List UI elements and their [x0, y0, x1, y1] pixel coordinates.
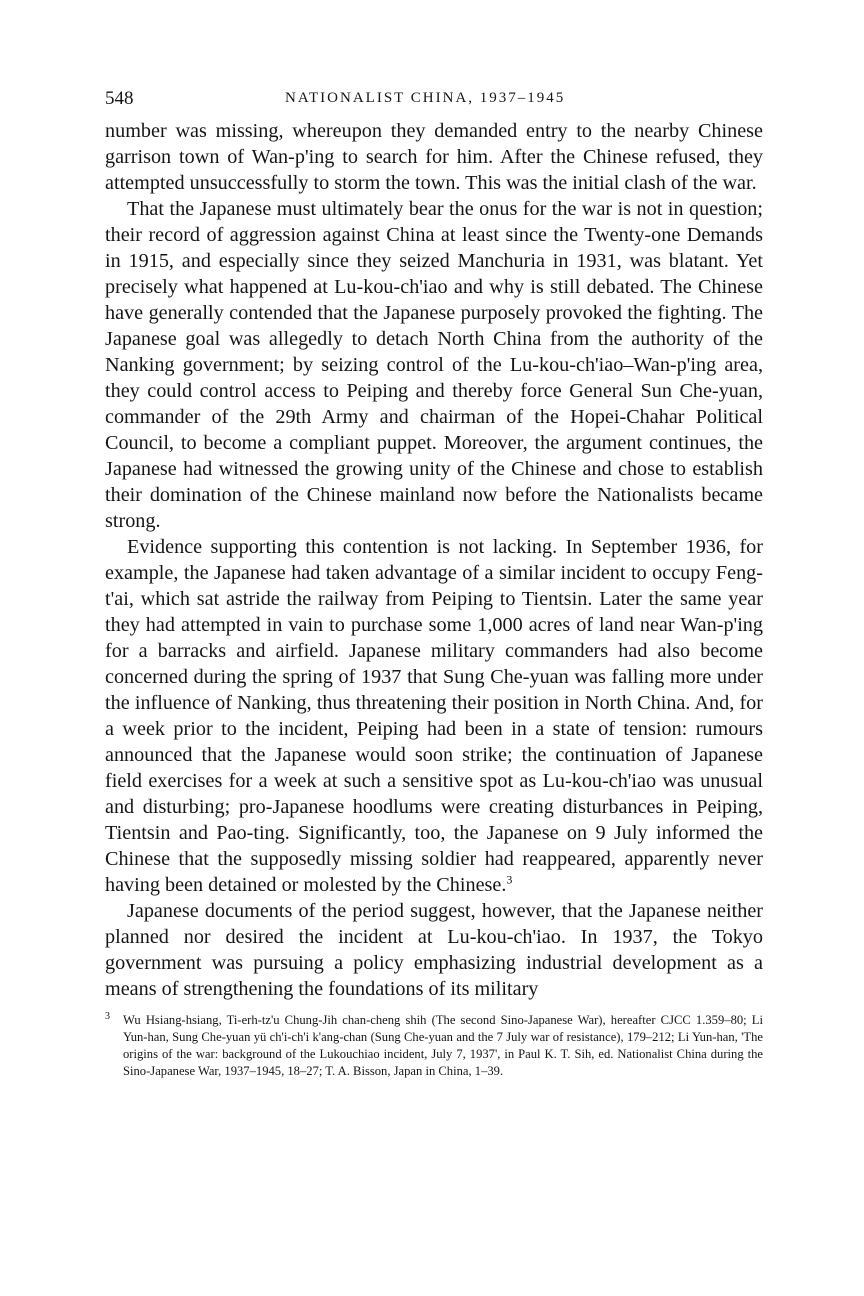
body-text: [105, 118, 763, 1002]
book-page: [105, 88, 763, 1080]
paragraph-text: That the Japanese must ultimately bear the onus for the war is not in question; their record of aggression against China at least since the Twenty-one Demands in 1915, and especially since they seized Manchuria in 1931, was blatant. Yet precisely what happened at Lu-kou-ch'iao and why is still debated. The Chinese have generally contended that the Japanese purposely provoked the fighting. The Japanese goal was allegedly to detach North China from the authority of the Nanking government; by seizing control of the Lu-kou-ch'iao–Wan-p'ing area, they could control access to Peiping and thereby force General Sun Che-yuan, commander of the 29th Army and chairman of the Hopei-Chahar Political Council, to become a compliant puppet. Moreover, the argument continues, the Japanese had witnessed the growing unity of the Chinese and chose to establish their domination of the Chinese mainland now before the Nationalists became strong.: [105, 198, 763, 532]
page-number: 548: [105, 88, 134, 109]
footnote-text: Wu Hsiang-hsiang, Ti-erh-tz'u Chung-Jih chan-cheng shih (The second Sino-Japanese War), hereafter CJCC 1.359–80; Li Yun-han, Sung Che-yuan yü ch'i-ch'i k'ang-chan (Sung Che-yuan and the 7 July war of resistance), 179–212; Li Yun-han, 'The origins of the war: background of the Lukouchiao incident, July 7, 1937', in Paul K. T. Sih, ed. Nationalist China during the Sino-Japanese War, 1937–1945, 18–27; T. A. Bisson, Japan in China, 1–39.: [123, 1013, 763, 1079]
paragraph: [105, 534, 763, 898]
paragraph-text: number was missing, whereupon they demanded entry to the nearby Chinese garrison town of Wan-p'ing to search for him. After the Chinese refused, they attempted unsuccessfully to storm the town. This was the initial clash of the war.: [105, 120, 763, 194]
paragraph-text: Japanese documents of the period suggest, however, that the Japanese neither planned nor desired the incident at Lu-kou-ch'iao. In 1937, the Tokyo government was pursuing a policy emphasizing industrial development as a means of strengthening the foundations of its military: [105, 900, 763, 1000]
footnotes: [105, 1008, 763, 1080]
running-head: [105, 88, 763, 118]
footnote-reference: 3: [506, 872, 513, 887]
footnote: [105, 1008, 763, 1080]
paragraph: [105, 196, 763, 534]
footnote-marker: 3: [105, 1011, 110, 1022]
paragraph: [105, 118, 763, 196]
running-title: NATIONALIST CHINA, 1937–1945: [285, 90, 566, 106]
paragraph: [105, 898, 763, 1002]
paragraph-text: Evidence supporting this contention is not lacking. In September 1936, for example, the Japanese had taken advantage of a similar incident to occupy Feng-t'ai, which sat astride the railway from Peiping to Tientsin. Later the same year they had attempted in vain to purchase some 1,000 acres of land near Wan-p'ing for a barracks and airfield. Japanese military commanders had also become concerned during the spring of 1937 that Sung Che-yuan was falling more under the influence of Nanking, thus threatening their position in North China. And, for a week prior to the incident, Peiping had been in a state of tension: rumours announced that the Japanese would soon strike; the continuation of Japanese field exercises for a week at such a sensitive spot as Lu-kou-ch'iao was unusual and disturbing; pro-Japanese hoodlums were creating disturbances in Peiping, Tientsin and Pao-ting. Significantly, too, the Japanese on 9 July informed the Chinese that the supposedly missing soldier had reappeared, apparently never having been detained or molested by the Chinese.: [105, 536, 763, 896]
